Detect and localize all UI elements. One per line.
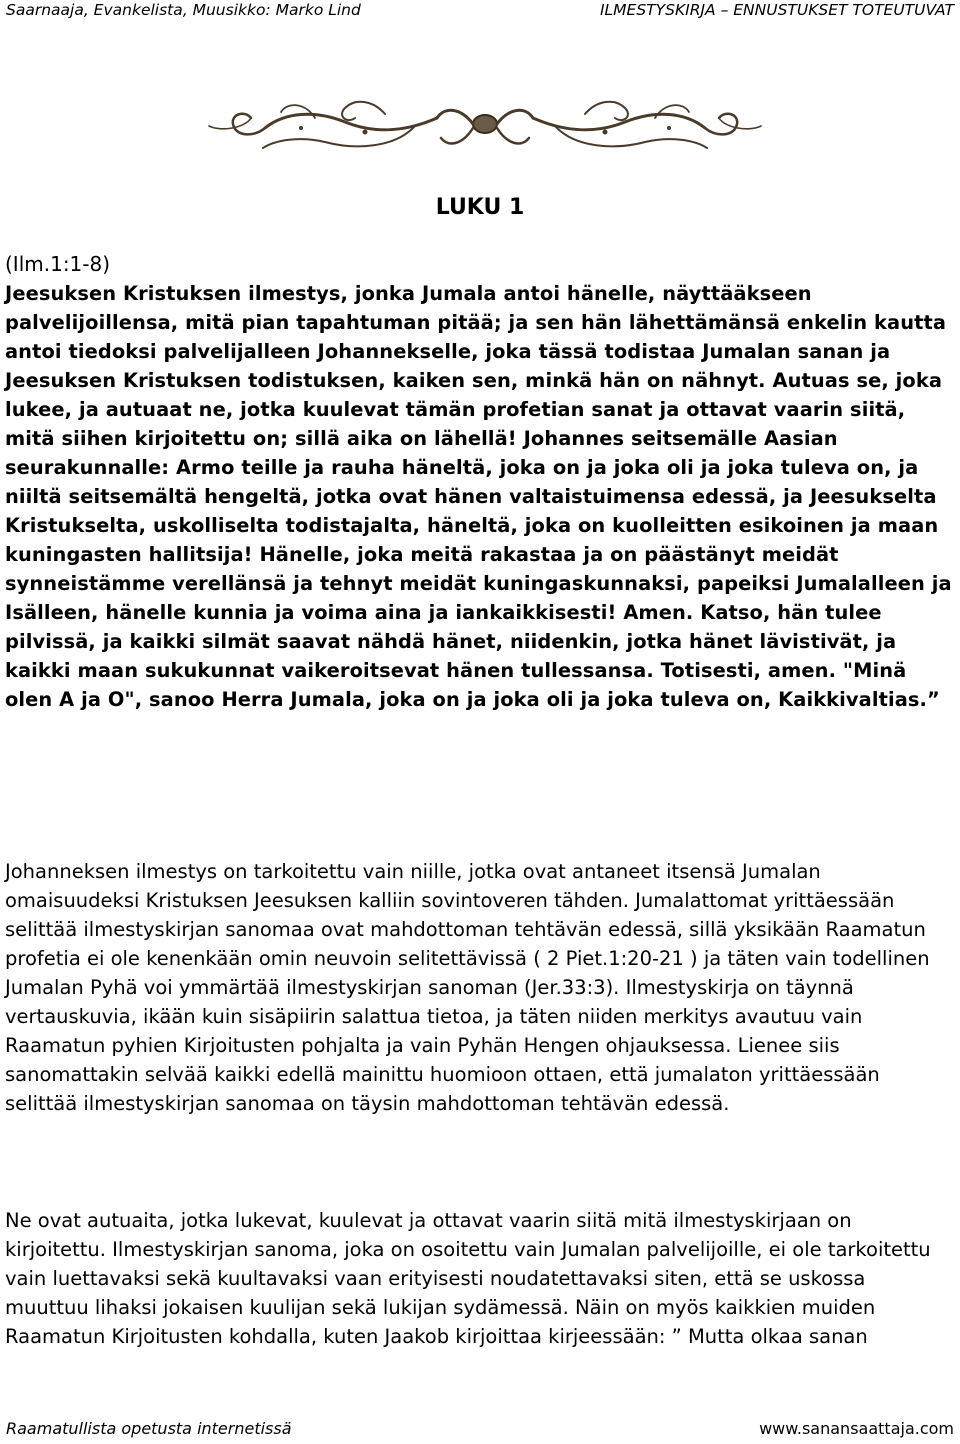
decorative-scroll-ornament-icon [205,88,765,168]
footer-website-link[interactable]: www.sanansaattaja.com [759,1419,954,1438]
running-header [6,0,954,24]
chapter-title: LUKU 1 [435,195,525,220]
header-book-title: ILMESTYSKIRJA – ENNUSTUKSET TOTEUTUVAT [599,1,954,19]
footer-tagline: Raamatullista opetusta internetissä [6,1419,292,1438]
running-footer [6,1418,954,1442]
scripture-text: Jeesuksen Kristuksen ilmestys, jonka Jumala antoi hänelle, näyttääkseen palvelijoillensa, mitä pian tapahtuman pitää; ja sen hän lähettämänsä enkelin kautta antoi tiedoksi palvelijalleen Johannekselle, joka tässä todistaa Jumalan sanan ja Jeesuksen Kristuksen todistuksen, kaiken sen, minkä hän on nähnyt. Autuas se, joka lukee, ja autuaat ne, jotka kuulevat tämän profetian sanat ja ottavat vaarin siitä, mitä siihen kirjoitettu on; sillä aika on lähellä! Johannes seitsemälle Aasian seurakunnalle: Armo teille ja rauha häneltä, joka on ja joka oli ja joka tuleva on, ja niiltä seitsemältä hengeltä, jotka ovat hänen valtaistuimensa edessä, ja Jeesukselta Kristukselta, uskolliselta todistajalta, häneltä, joka on kuolleitten esikoinen ja maan kuningasten hallitsija! Hänelle, joka meitä rakastaa ja on päästänyt meidät synneistämme verellänsä ja tehnyt meidät kuningaskunnaksi, papeiksi Jumalalleen ja Isälleen, hänelle kunnia ja voima aina ja iankaikkisesti! Amen. Katso, hän tulee pilvissä, ja kaikki silmät saavat nähdä hänet, niidenkin, jotka hänet lävistivät, ja kaikki maan sukukunnat vaikeroitsevat hänen tullessansa. Totisesti, amen. "Minä olen A ja O", sanoo Herra Jumala, joka on ja joka oli ja joka tuleva on, Kaikkivaltias.” [5,282,952,711]
header-author: Saarnaaja, Evankelista, Muusikko: Marko Lind [6,1,361,19]
commentary-paragraph-1: Johanneksen ilmestys on tarkoitettu vain niille, jotka ovat antaneet itsensä Jumalan omaisuudeksi Kristuksen Jeesuksen kalliin sovintoveren tähden. Jumalattomat yrittäessään selittää ilmestyskirjan sanomaa ovat mahdottoman tehtävän edessä, sillä yksikään Raamatun profetia ei ole kenenkään omin neuvoin selitettävissä ( 2 Piet.1:20-21 ) ja täten vain todellinen Jumalan Pyhä voi ymmärtää ilmestyskirjan sanoman (Jer.33:3). Ilmestyskirja on täynnä vertauskuvia, ikään kuin sisäpiirin salattua tietoa, ja täten niiden merkitys avautuu vain Raamatun pyhien Kirjoitusten pohjalta ja vain Pyhän Hengen ohjauksessa. Lienee siis sanomattakin selvää kaikki edellä mainittu huomioon ottaen, että jumalaton yrittäessään selittää ilmestyskirjan sanomaa on täysin mahdottoman tehtävän edessä. [5,860,930,1115]
scripture-reference: (Ilm.1:1-8) [5,252,111,276]
commentary-paragraph-2: Ne ovat autuaita, jotka lukevat, kuulevat ja ottavat vaarin siitä mitä ilmestyskirjaan on kirjoitettu. Ilmestyskirjan sanoma, joka on osoitettu vain Jumalan palvelijoille, ei ole tarkoitettu vain luettavaksi sekä kuultavaksi vaan erityisesti noudatettavaksi siten, että se uskossa muuttuu lihaksi jokaisen kuulijan sekä lukijan sydämessä. Näin on myös kaikkien muiden Raamatun Kirjoitusten kohdalla, kuten Jaakob kirjoittaa kirjeessään: ” Mutta olkaa sanan [5,1209,931,1348]
